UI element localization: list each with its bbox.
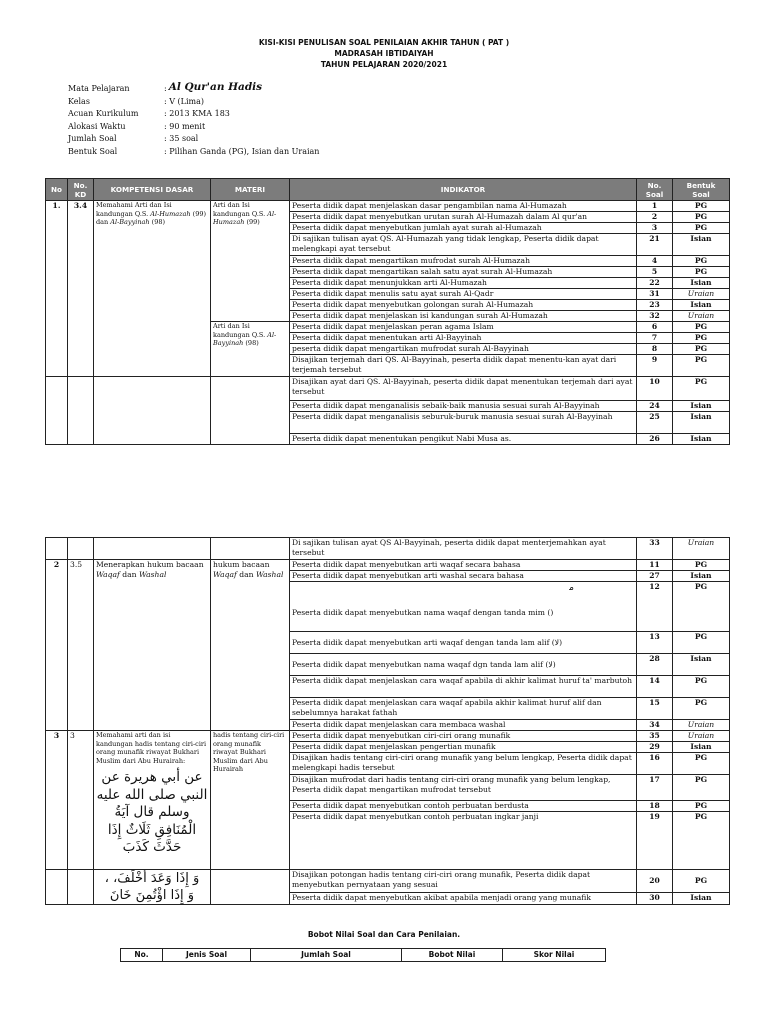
indikator-cell: Peserta didik dapat menganalisis sebaik-baik manusia sesuai surah Al-Bayyinah xyxy=(290,401,637,412)
info-value-subject: Al Qur'an Hadis xyxy=(168,81,263,93)
indikator-cell: Peserta didik dapat menyebutkan arti waqaf secara bahasa xyxy=(290,560,637,571)
bentuk-soal-cell: PG xyxy=(673,212,730,223)
bentuk-soal-cell: Isian xyxy=(673,742,730,753)
no-soal-cell: 25 xyxy=(637,412,673,434)
kompetensi-text: Menerapkan hukum bacaan xyxy=(96,560,204,569)
no-soal-cell: 32 xyxy=(637,311,673,322)
info-row xyxy=(68,108,319,121)
indikator-cell: Peserta didik dapat menyebutkan arti washal secara bahasa xyxy=(290,571,637,582)
kisi-kisi-table-page-1 xyxy=(45,178,730,445)
bentuk-soal-cell: Isian xyxy=(673,893,730,905)
table-row xyxy=(46,870,730,893)
empty-kd-cell xyxy=(68,870,94,905)
no-soal-cell: 18 xyxy=(637,801,673,812)
info-value: : 35 soal xyxy=(164,134,199,144)
indikator-cell: Peserta didik dapat menulis satu ayat surah Al-Qadr xyxy=(290,289,637,300)
hadith-arabic-continuation: وَ إِذَا وَعَدَ أَخْلَفَ، ، xyxy=(104,871,200,886)
bentuk-soal-cell: Uraian xyxy=(673,720,730,731)
indikator-cell: Peserta didik dapat mengartikan salah satu ayat surah Al-Humazah xyxy=(290,267,637,278)
col-header-bentuk-soal: Bentuk Soal xyxy=(673,179,730,201)
indikator-cell: Peserta didik dapat menentukan pengikut Nabi Musa as. xyxy=(290,434,637,445)
kd-cell: 3.4 xyxy=(68,201,94,377)
kd-cell: 3.5 xyxy=(68,560,94,731)
hadith-arabic-continuation: وَ إِذَا اؤْتُمِنَ خَانَ xyxy=(109,888,195,903)
info-value: : Pilihan Ganda (PG), Isian dan Uraian xyxy=(164,146,320,156)
indikator-cell: Peserta didik dapat menjelaskan cara waqaf apabila di akhir kalimat huruf ta' marbutoh xyxy=(290,676,637,698)
no-soal-cell: 27 xyxy=(637,571,673,582)
materi-surah: Al-Humazah xyxy=(213,209,277,226)
no-soal-cell: 15 xyxy=(637,698,673,720)
no-soal-cell: 26 xyxy=(637,434,673,445)
table-row xyxy=(46,201,730,212)
no-cell: 2 xyxy=(46,560,68,731)
bentuk-soal-cell: PG xyxy=(673,870,730,893)
bentuk-soal-cell: PG xyxy=(673,801,730,812)
kompetensi-term: Waqaf xyxy=(96,569,120,579)
indikator-cell: Peserta didik dapat menyebutkan urutan surah Al-Humazah dalam Al qur'an xyxy=(290,212,637,223)
indikator-cell: Peserta didik dapat menyebutkan jumlah ayat surah al-Humazah xyxy=(290,223,637,234)
bobot-col-skor: Skor Nilai xyxy=(503,949,606,962)
kompetensi-cell xyxy=(94,731,211,870)
empty-kompetensi-cell xyxy=(94,377,211,445)
bentuk-soal-cell: PG xyxy=(673,582,730,632)
bentuk-soal-cell: PG xyxy=(673,322,730,333)
bentuk-soal-cell: PG xyxy=(673,812,730,870)
empty-kd-cell xyxy=(68,538,94,560)
no-soal-cell: 20 xyxy=(637,870,673,893)
materi-text: hukum bacaan xyxy=(213,560,270,569)
info-row xyxy=(68,96,319,109)
indikator-text: Peserta didik dapat menyebutkan nama waqaf dengan tanda mim () xyxy=(292,608,554,617)
table-row xyxy=(46,377,730,401)
bentuk-soal-cell: Isian xyxy=(673,300,730,311)
indikator-cell: Peserta didik dapat menjelaskan pengertian munafik xyxy=(290,742,637,753)
indikator-cell: Di sajikan tulisan ayat QS. Al-Humazah yang tidak lengkap, Peserta didik dapat melengkapi ayat tersebut xyxy=(290,234,637,256)
table-header-row xyxy=(46,179,730,201)
no-soal-cell: 14 xyxy=(637,676,673,698)
no-soal-cell: 6 xyxy=(637,322,673,333)
header-line-1: KISI-KISI PENULISAN SOAL PENILAIAN AKHIR TAHUN ( PAT ) xyxy=(258,38,510,47)
col-header-kd: No. KD xyxy=(68,179,94,201)
no-soal-cell: 16 xyxy=(637,753,673,775)
kompetensi-text: Memahami arti dan isi kandungan hadis tentang ciri-ciri orang munafik riwayat Bukhari Muslim dari Abu Hurairah: xyxy=(96,731,207,765)
indikator-cell: Peserta didik dapat menjelaskan cara waqaf apabila akhir kalimat huruf alif dan sebelumnya harakat fathah xyxy=(290,698,637,720)
empty-no-cell xyxy=(46,538,68,560)
info-value: : V (Lima) xyxy=(164,96,205,106)
no-soal-cell: 35 xyxy=(637,731,673,742)
indikator-cell: peserta didik dapat mengartikan mufrodat surah Al-Bayyinah xyxy=(290,344,637,355)
materi-text: (98) xyxy=(243,339,259,347)
empty-kompetensi-cell xyxy=(94,538,211,560)
indikator-cell: Peserta didik dapat menjelaskan peran agama Islam xyxy=(290,322,637,333)
no-soal-cell: 11 xyxy=(637,560,673,571)
col-header-indikator: INDIKATOR xyxy=(290,179,637,201)
hadith-arabic-text: عن أبي هريرة عن النبي صلى الله عليه وسلم قال آيَةُ الْمُنَافِقِ ثَلَاثٌ إِذَا حَدَّثَ كَذَبَ xyxy=(96,769,208,855)
no-soal-cell: 8 xyxy=(637,344,673,355)
empty-no-cell xyxy=(46,377,68,445)
no-soal-cell: 19 xyxy=(637,812,673,870)
bentuk-soal-cell: PG xyxy=(673,267,730,278)
materi-cell: hadis tentang ciri-ciri orang munafik riwayat Bukhari Muslim dari Abu Hurairah xyxy=(211,731,290,870)
bentuk-soal-cell: PG xyxy=(673,344,730,355)
indikator-cell: Disajikan potongan hadis tentang ciri-ciri orang munafik, Peserta didik dapat menyebutkan pernyataan yang sesuai xyxy=(290,870,637,893)
bentuk-soal-cell: Isian xyxy=(673,412,730,434)
bentuk-soal-cell: PG xyxy=(673,223,730,234)
empty-materi-cell xyxy=(211,870,290,905)
bobot-col-no: No. xyxy=(121,949,163,962)
bentuk-soal-cell: Isian xyxy=(673,401,730,412)
no-soal-cell: 7 xyxy=(637,333,673,344)
bentuk-soal-cell: PG xyxy=(673,775,730,801)
info-label: Kelas xyxy=(68,96,90,106)
no-soal-cell: 2 xyxy=(637,212,673,223)
no-soal-cell: 9 xyxy=(637,355,673,377)
info-row xyxy=(68,133,319,146)
kompetensi-cell xyxy=(94,201,211,377)
document-header xyxy=(0,37,768,70)
bentuk-soal-cell: PG xyxy=(673,256,730,267)
indikator-cell: Peserta didik dapat menjelaskan dasar pengambilan nama Al-Humazah xyxy=(290,201,637,212)
bentuk-soal-cell: Isian xyxy=(673,278,730,289)
indikator-cell: Peserta didik dapat menyebutkan akibat apabila menjadi orang yang munafik xyxy=(290,893,637,905)
kisi-kisi-table-page-2 xyxy=(45,537,730,905)
info-label: Bentuk Soal xyxy=(68,146,118,156)
no-soal-cell: 13 xyxy=(637,632,673,654)
bentuk-soal-cell: Isian xyxy=(673,234,730,256)
indikator-cell: Peserta didik dapat menyebutkan nama waqaf dgn tanda lam alif (لا) xyxy=(290,654,637,676)
materi-cell xyxy=(211,322,290,377)
bentuk-soal-cell: PG xyxy=(673,698,730,720)
no-soal-cell: 24 xyxy=(637,401,673,412)
materi-cell xyxy=(211,560,290,731)
indikator-cell: Peserta didik dapat menganalisis seburuk-buruk manusia sesuai surah Al-Bayyinah xyxy=(290,412,637,434)
materi-cell xyxy=(211,201,290,322)
info-row xyxy=(68,83,319,96)
no-soal-cell: 21 xyxy=(637,234,673,256)
no-soal-cell: 10 xyxy=(637,377,673,401)
header-line-3: TAHUN PELAJARAN 2020/2021 xyxy=(320,60,448,69)
empty-kd-cell xyxy=(68,377,94,445)
no-soal-cell: 5 xyxy=(637,267,673,278)
kd-cell: 3 xyxy=(68,731,94,870)
indikator-cell: Peserta didik dapat menjelaskan isi kandungan surah Al-Humazah xyxy=(290,311,637,322)
indikator-cell: Peserta didik dapat menentukan arti Al-Bayyinah xyxy=(290,333,637,344)
indikator-cell: Peserta didik dapat menyebutkan arti waqaf dengan tanda lam alif (لا) xyxy=(290,632,637,654)
table-row xyxy=(46,560,730,571)
bentuk-soal-cell: PG xyxy=(673,355,730,377)
indikator-cell: Peserta didik dapat menyebutkan contoh perbuatan berdusta xyxy=(290,801,637,812)
col-header-no-soal: No. Soal xyxy=(637,179,673,201)
bentuk-soal-cell: PG xyxy=(673,377,730,401)
bentuk-soal-cell: Uraian xyxy=(673,289,730,300)
kompetensi-text: (98) xyxy=(149,218,166,226)
kompetensi-cell xyxy=(94,560,211,731)
subject-info xyxy=(68,83,319,159)
bentuk-soal-cell: PG xyxy=(673,560,730,571)
no-cell: 3 xyxy=(46,731,68,870)
kompetensi-text: dan xyxy=(119,569,139,579)
bentuk-soal-cell: Isian xyxy=(673,654,730,676)
empty-no-cell xyxy=(46,870,68,905)
info-value: : 90 menit xyxy=(164,121,206,131)
indikator-cell: Disajikan mufrodat dari hadis tentang ciri-ciri orang munafik yang belum lengkap, Peserta didik dapat mengartikan mufrodat tersebut xyxy=(290,775,637,801)
empty-materi-cell xyxy=(211,377,290,445)
bobot-col-jenis: Jenis Soal xyxy=(163,949,251,962)
indikator-cell: Disajikan hadis tentang ciri-ciri orang munafik yang belum lengkap, Peserta didik dapat melengkapi hadis tersebut xyxy=(290,753,637,775)
info-value: : 2013 KMA 183 xyxy=(164,109,230,119)
kompetensi-term: Washal xyxy=(138,569,167,579)
info-row xyxy=(68,121,319,134)
no-soal-cell: 4 xyxy=(637,256,673,267)
no-soal-cell: 34 xyxy=(637,720,673,731)
indikator-cell: Disajikan ayat dari QS. Al-Bayyinah, peserta didik dapat menentukan terjemah dari ayat tersebut xyxy=(290,377,637,401)
no-soal-cell: 23 xyxy=(637,300,673,311)
info-label: Alokasi Waktu xyxy=(68,121,126,131)
materi-text: (99) xyxy=(244,218,260,226)
bentuk-soal-cell: PG xyxy=(673,676,730,698)
bentuk-soal-cell: Uraian xyxy=(673,538,730,560)
bentuk-soal-cell: Uraian xyxy=(673,731,730,742)
no-soal-cell: 3 xyxy=(637,223,673,234)
materi-term: Washal xyxy=(255,569,284,579)
kompetensi-surah: Al-Humazah xyxy=(150,209,191,218)
bentuk-soal-cell: Uraian xyxy=(673,311,730,322)
info-label: Mata Pelajaran xyxy=(68,84,130,93)
materi-surah: Al-Bayyinah xyxy=(213,330,277,347)
col-header-materi: MATERI xyxy=(211,179,290,201)
materi-text: Arti dan Isi kandungan Q.S. xyxy=(213,201,268,218)
kompetensi-text: Memahami Arti dan Isi kandungan Q.S. xyxy=(96,201,172,218)
bobot-col-bobot: Bobot Nilai xyxy=(402,949,503,962)
bentuk-soal-cell: Isian xyxy=(673,571,730,582)
table-row xyxy=(46,538,730,560)
materi-text: dan xyxy=(236,569,256,579)
bentuk-soal-cell: PG xyxy=(673,333,730,344)
col-header-kompetensi: KOMPETENSI DASAR xyxy=(94,179,211,201)
no-soal-cell: 33 xyxy=(637,538,673,560)
info-colon: : xyxy=(164,84,167,93)
bentuk-soal-cell: Isian xyxy=(673,434,730,445)
indikator-cell: Peserta didik dapat mengartikan mufrodat surah Al-Humazah xyxy=(290,256,637,267)
bobot-col-jumlah: Jumlah Soal xyxy=(251,949,402,962)
bentuk-soal-cell: PG xyxy=(673,201,730,212)
no-soal-cell: 29 xyxy=(637,742,673,753)
info-label: Jumlah Soal xyxy=(68,134,117,144)
no-soal-cell: 28 xyxy=(637,654,673,676)
info-row xyxy=(68,146,319,159)
indikator-cell: Peserta didik dapat menyebutkan contoh perbuatan ingkar janji xyxy=(290,812,637,870)
info-label: Acuan Kurikulum xyxy=(68,109,139,119)
no-soal-cell: 17 xyxy=(637,775,673,801)
indikator-cell: Peserta didik dapat menyebutkan golongan surah Al-Humazah xyxy=(290,300,637,311)
no-soal-cell: 31 xyxy=(637,289,673,300)
kompetensi-surah: Al-Bayyinah xyxy=(110,218,150,226)
waqaf-mim-mark: ﻣ xyxy=(569,583,574,593)
materi-text: Arti dan Isi kandungan Q.S. xyxy=(213,322,268,339)
kompetensi-text: (99) dan xyxy=(96,209,207,226)
indikator-cell: Di sajikan tulisan ayat QS Al-Bayyinah, peserta didik dapat menterjemahkan ayat tersebut xyxy=(290,538,637,560)
no-soal-cell: 1 xyxy=(637,201,673,212)
no-soal-cell: 22 xyxy=(637,278,673,289)
no-cell: 1. xyxy=(46,201,68,377)
bobot-table xyxy=(120,948,606,962)
indikator-cell xyxy=(290,582,637,632)
col-header-no: No xyxy=(46,179,68,201)
empty-materi-cell xyxy=(211,538,290,560)
no-soal-cell: 12 xyxy=(637,582,673,632)
indikator-cell: Peserta didik dapat menyebutkan ciri-ciri orang munafik xyxy=(290,731,637,742)
header-line-2: MADRASAH IBTIDAIYAH xyxy=(334,49,434,58)
bentuk-soal-cell: PG xyxy=(673,632,730,654)
bentuk-soal-cell: PG xyxy=(673,753,730,775)
indikator-cell: Peserta didik dapat menjelaskan cara membaca washal xyxy=(290,720,637,731)
kompetensi-cell xyxy=(94,870,211,905)
materi-term: Waqaf xyxy=(213,569,237,579)
indikator-cell: Peserta didik dapat menunjukkan arti Al-Humazah xyxy=(290,278,637,289)
bobot-header-row xyxy=(121,949,606,962)
bobot-title: Bobot Nilai Soal dan Cara Penilaian. xyxy=(307,930,461,939)
indikator-cell: Disajikan terjemah dari QS. Al-Bayyinah, peserta didik dapat menentu-kan ayat dari terjemah tersebut xyxy=(290,355,637,377)
table-row xyxy=(46,731,730,742)
no-soal-cell: 30 xyxy=(637,893,673,905)
